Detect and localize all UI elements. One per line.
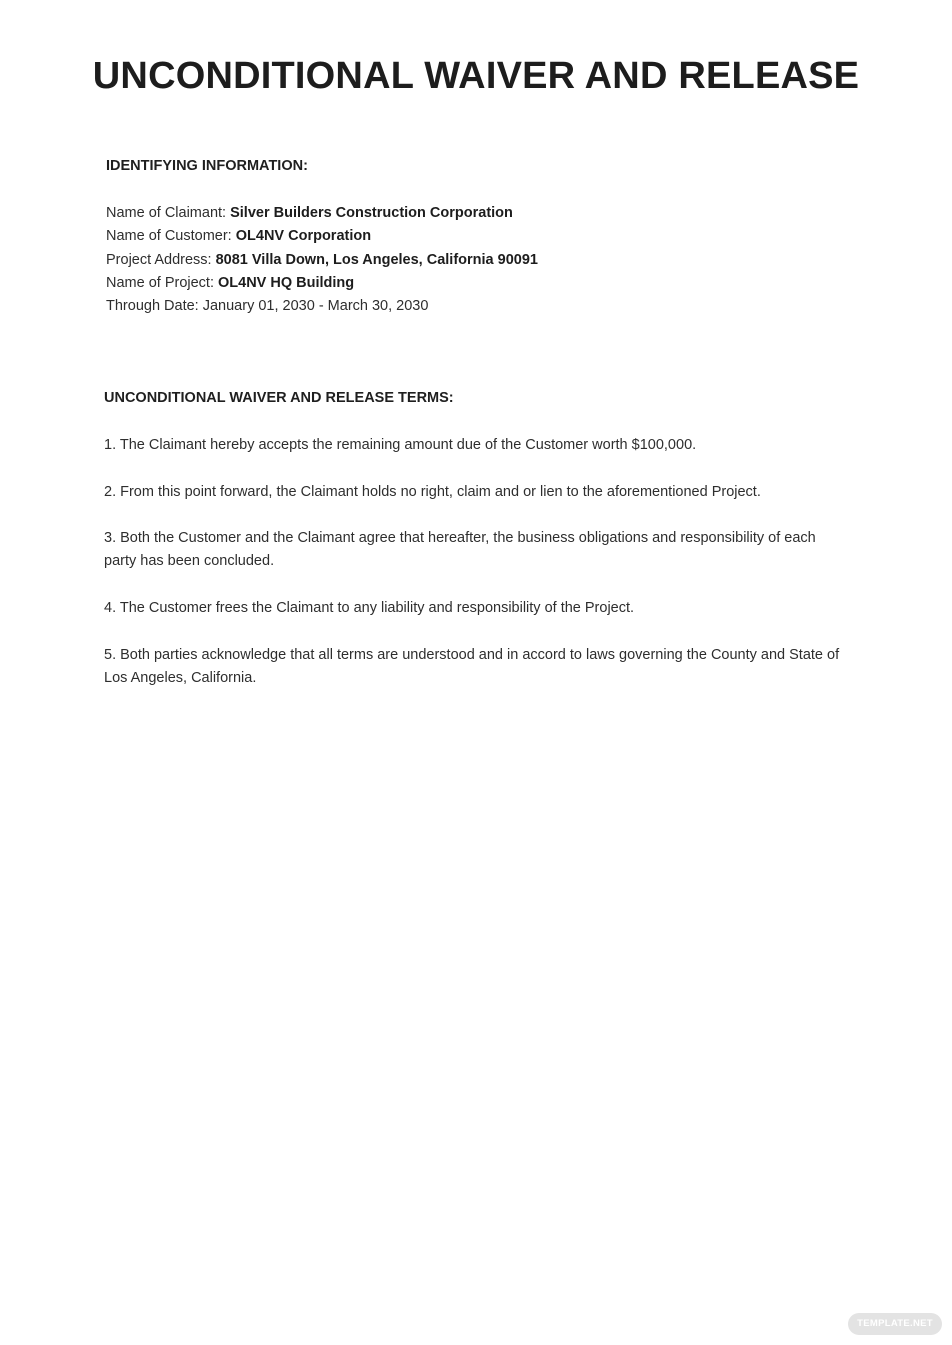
field-label: Name of Project: [106, 274, 219, 291]
term-item-1: 1. The Claimant hereby accepts the remaining amount due of the Customer worth $100,000. [104, 437, 697, 453]
identifying-information-list [106, 202, 538, 318]
through-date-field [106, 295, 538, 318]
customer-value: OL4NV Corporation [235, 228, 372, 245]
term-item-5: 5. Both parties acknowledge that all terms are understood and in accord to laws governing the County and State of Los Angeles, California. [104, 647, 840, 687]
field-label: Through Date: [106, 298, 203, 315]
project-name-field [106, 272, 538, 295]
document-title: UNCONDITIONAL WAIVER AND RELEASE [92, 55, 860, 97]
claimant-value: Silver Builders Construction Corporation [230, 205, 513, 221]
term-item-2: 2. From this point forward, the Claimant holds no right, claim and or lien to the aforementioned Project. [104, 484, 761, 500]
identifying-information-heading: IDENTIFYING INFORMATION: [106, 158, 308, 174]
field-label: Name of Claimant: [106, 205, 231, 221]
project-address-field [106, 249, 538, 272]
project-name-value: OL4NV HQ Building [218, 274, 355, 291]
term-item-3: 3. Both the Customer and the Claimant agree that hereafter, the business obligations and responsibility of each party has been concluded. [104, 530, 816, 570]
claimant-field [106, 202, 538, 225]
template-watermark: TEMPLATE.NET [848, 1313, 942, 1335]
customer-field [106, 225, 538, 248]
through-date-value: January 01, 2030 - March 30, 2030 [202, 298, 429, 315]
term-item-4: 4. The Customer frees the Claimant to any liability and responsibility of the Project. [104, 600, 635, 616]
project-address-value: 8081 Villa Down, Los Angeles, California 90091 [215, 251, 538, 268]
terms-heading: UNCONDITIONAL WAIVER AND RELEASE TERMS: [104, 390, 454, 406]
field-label: Name of Customer: [106, 228, 236, 245]
field-label: Project Address: [106, 251, 216, 268]
